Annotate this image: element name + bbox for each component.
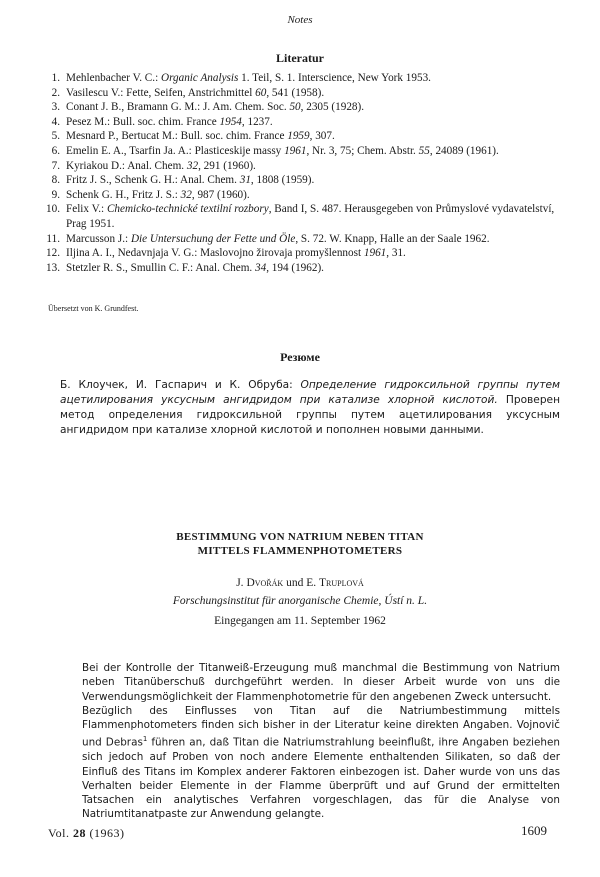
- reference-italic: 50: [289, 101, 301, 114]
- reference-number: 13.: [46, 261, 60, 274]
- reference-italic: Chemicko-technické textilní rozbory: [106, 203, 269, 216]
- reference-text: , 2305 (1928).: [300, 101, 365, 114]
- reference-text: Vasilescu V.: Fette, Seifen, Anstrichmittel: [66, 86, 256, 99]
- reference-text: Fritz J. S., Schenk G. H.: Anal. Chem.: [66, 174, 240, 187]
- reference-number: 2.: [51, 86, 60, 99]
- reference-item: [46, 115, 566, 130]
- reference-item: [46, 129, 566, 144]
- reference-text: Conant J. B., Bramann G. M.: J. Am. Chem. Soc.: [66, 101, 290, 114]
- reference-italic: 1961: [284, 144, 307, 157]
- reference-text: Mesnard P., Bertucat M.: Bull. soc. chim. France: [66, 130, 288, 143]
- body-paragraph-2-part-a: Bezüglich des Einflusses von Titan auf die Natriumbestimmung mittels Flammenphotometers finden sich bisher in der Literatur keine direkten Angaben. Vojnovič und Debras: [82, 704, 560, 749]
- reference-text: Pesez M.: Bull. soc. chim. France: [66, 115, 220, 128]
- summary-body: [60, 378, 560, 438]
- reference-italic: 1954: [219, 115, 242, 128]
- reference-text: , 24089 (1961).: [429, 144, 499, 157]
- footnote-reference: 1: [142, 735, 148, 744]
- body-paragraph-1: Bei der Kontrolle der Titanweiß-Erzeugung muß manchmal die Bestimmung von Natrium neben Titanüberschuß durchgeführt werden. In dieser Arbeit wurde von uns die Verwendungsmöglichkeit der Flammenphotometrie für den angebenen Zweck untersucht.: [82, 662, 560, 703]
- reference-italic: 32: [186, 159, 199, 172]
- reference-italic: 34: [255, 261, 267, 274]
- reference-number: 12.: [46, 247, 60, 260]
- author-1-name: Dvořák: [246, 577, 284, 589]
- author-2-name: Truplová: [318, 577, 364, 589]
- reference-text: Kyriakou D.: Anal. Chem.: [66, 159, 187, 172]
- article-body: [82, 661, 560, 822]
- reference-italic: 1961: [363, 247, 387, 260]
- reference-number: 9.: [51, 188, 60, 201]
- reference-text: Marcusson J.:: [66, 232, 131, 245]
- reference-text: , 987 (1960).: [191, 188, 250, 201]
- reference-text: Iljina A. I., Nedavnjaja V. G.: Maslovojno žirovaja promyšlennost: [66, 247, 364, 260]
- author-conjunction: und: [283, 577, 307, 589]
- summary-text: Проверен метод определения гидроксильной группы путем ацетилирования уксусным ангидридом при катализе хлорной кислотой и пополнен новыми данными.: [60, 394, 560, 436]
- summary-heading: Резюме: [280, 350, 320, 364]
- reference-number: 4.: [51, 115, 60, 128]
- reference-text: , 541 (1958).: [266, 86, 325, 99]
- reference-item: [46, 232, 566, 247]
- reference-text: , 1808 (1959).: [250, 174, 315, 187]
- reference-italic: 60: [255, 86, 267, 99]
- article-received-date: Eingegangen am 11. September 1962: [214, 615, 386, 627]
- reference-text: Schenk G. H., Fritz J. S.:: [66, 188, 181, 201]
- reference-item: [46, 159, 566, 174]
- reference-number: 5.: [51, 130, 60, 143]
- reference-italic: 32: [180, 188, 192, 201]
- reference-text: Emelin E. A., Tsarfin Ja. A.: Plasticeskije massy: [66, 144, 285, 157]
- reference-text: , 1237.: [241, 115, 273, 128]
- summary-title: Определение гидроксильной группы путем ацетилирования уксусным ангидридом при катализе хлорной кислотой.: [60, 379, 560, 406]
- reference-text: , 194 (1962).: [266, 261, 324, 274]
- summary-authors: Б. Клоучек, И. Гаспарич и К. Обруба:: [60, 379, 301, 391]
- reference-number: 8.: [51, 174, 60, 187]
- reference-item: [46, 261, 566, 276]
- reference-text: Stetzler R. S., Smullin C. F.: Anal. Chem.: [66, 261, 255, 274]
- author-1-initial: J.: [236, 577, 247, 589]
- running-head: Notes: [287, 14, 313, 26]
- reference-text: Mehlenbacher V. C.:: [66, 72, 161, 84]
- reference-number: 11.: [46, 232, 60, 245]
- reference-item: [46, 100, 566, 115]
- article-institute: Forschungsinstitut für anorganische Chemie, Ústí n. L.: [172, 595, 428, 607]
- article-authors: [0, 577, 600, 589]
- reference-italic: 1959: [287, 130, 310, 143]
- volume-year: (1963): [85, 826, 125, 840]
- reference-text: Felix V.:: [66, 203, 107, 216]
- reference-item: [46, 86, 566, 101]
- reference-text: , 291 (1960).: [198, 159, 256, 172]
- references-heading: Literatur: [276, 51, 324, 65]
- body-paragraph-2: [82, 704, 560, 822]
- reference-text: , S. 72. W. Knapp, Halle an der Saale 1962.: [295, 232, 490, 245]
- reference-item: [46, 71, 566, 86]
- reference-item: [46, 202, 566, 231]
- article-title-line-2: MITTELS FLAMMENPHOTOMETERS: [197, 545, 403, 557]
- translator-note: Übersetzt von K. Grundfest.: [48, 304, 139, 313]
- reference-text: 1. Teil, S. 1. Interscience, New York 1953.: [238, 72, 431, 84]
- reference-item: [46, 246, 566, 261]
- reference-text: , Band I, S. 487. Herausgegeben von Průmyslové vydavatelství, Prag 1951.: [66, 203, 555, 230]
- article-title-line-1: BESTIMMUNG VON NATRIUM NEBEN TITAN: [176, 531, 424, 543]
- reference-item: [46, 173, 566, 188]
- reference-number: 6.: [51, 144, 60, 157]
- reference-text: , 31.: [386, 247, 406, 260]
- reference-number: 1.: [51, 72, 60, 84]
- volume-number: 28: [72, 826, 86, 840]
- footer-volume: [48, 826, 124, 841]
- reference-italic: Organic Analysis: [160, 72, 239, 84]
- reference-number: 3.: [51, 101, 60, 114]
- volume-label: Vol.: [48, 826, 73, 840]
- reference-number: 7.: [51, 159, 60, 172]
- author-2-initial: E.: [306, 577, 319, 589]
- reference-number: 10.: [46, 203, 60, 216]
- reference-item: [46, 188, 566, 203]
- reference-text: , 307.: [309, 130, 335, 143]
- reference-item: [46, 144, 566, 159]
- reference-list: [46, 71, 566, 275]
- reference-italic: Die Untersuchung der Fette und Öle: [130, 232, 296, 245]
- reference-italic: 31: [239, 174, 251, 187]
- page-number: 1609: [521, 823, 547, 838]
- reference-italic: 55: [418, 144, 430, 157]
- body-paragraph-2-part-b: führen an, daß Titan die Natriumstrahlung beeinflußt, ihre Angaben beziehen sich jedoch auf Proben von noch andere Elemente enthaltenden Silikaten, so daß der Einfluß des Titans im Komplex anderer Faktoren einbezogen ist. Daher wurde von uns das Verhalten beider Elemente in der Flamme überprüft und auf Grund der ermittelten Tatsachen ein analytisches Verfahren vorgeschlagen, das für die Analyse von Natriumtitanatpaste zur Anwendung gelangte.: [82, 736, 560, 821]
- reference-text: , Nr. 3, 75; Chem. Abstr.: [306, 144, 419, 157]
